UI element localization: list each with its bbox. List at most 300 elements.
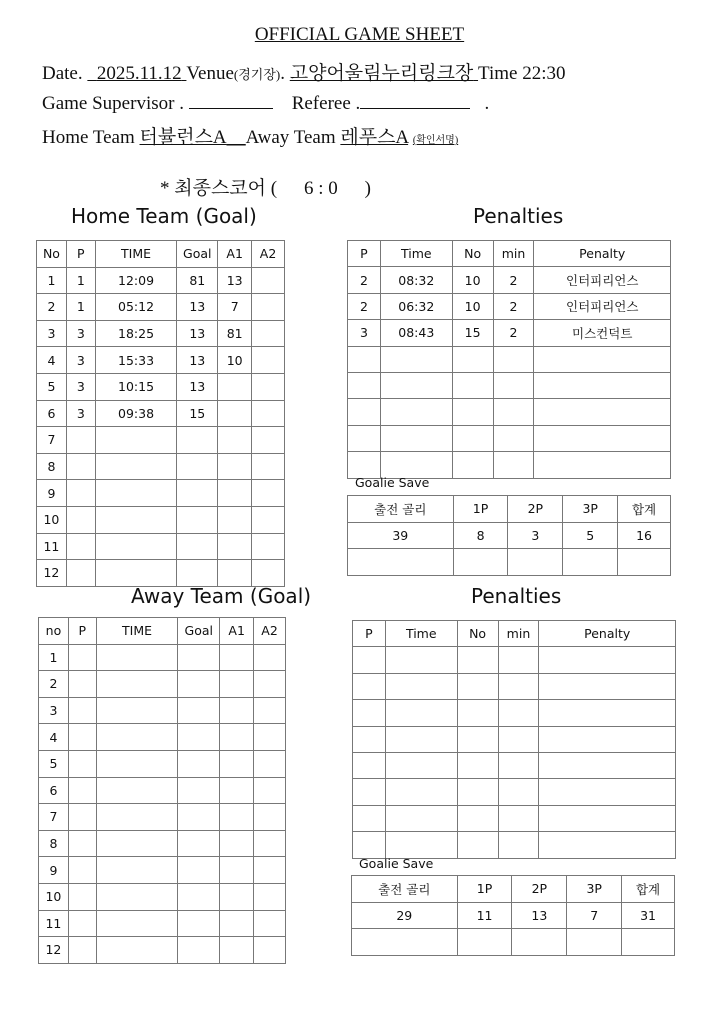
table-cell[interactable]: 10 [218,347,252,374]
table-cell[interactable] [353,805,386,831]
table-cell[interactable] [457,805,498,831]
table-cell[interactable]: 4 [39,724,69,751]
table-cell[interactable]: 9 [39,857,69,884]
venue-sub-label: (경기장) [233,67,281,82]
table-cell[interactable]: 05:12 [95,294,177,321]
table-cell[interactable] [539,752,676,778]
table-row [353,805,676,831]
table-cell[interactable] [218,506,252,533]
table-cell[interactable] [539,805,676,831]
column-header: P [68,618,96,645]
table-cell[interactable]: 2 [493,320,534,346]
table-cell[interactable]: 11 [457,902,512,929]
table-cell[interactable]: 12 [37,560,67,587]
home-team-value: 터뷸런스A__ [139,127,246,148]
table-cell[interactable] [177,453,218,480]
table-cell[interactable] [498,726,539,752]
table-cell[interactable] [177,480,218,507]
table-cell[interactable]: 08:43 [380,320,452,346]
table-cell[interactable] [254,750,286,777]
table-cell[interactable] [563,549,618,576]
table-row [353,726,676,752]
table-cell[interactable] [493,346,534,372]
table-cell[interactable] [254,910,286,937]
table-cell[interactable] [96,883,178,910]
table-cell[interactable] [498,805,539,831]
table-cell[interactable]: 2 [39,671,69,698]
table-cell[interactable] [252,560,285,587]
table-cell[interactable] [254,671,286,698]
table-cell[interactable] [218,373,252,400]
home-team-label: Home Team [42,127,135,148]
table-cell[interactable] [622,929,675,956]
table-cell[interactable] [252,347,285,374]
table-cell[interactable]: 13 [177,373,218,400]
table-cell[interactable] [178,697,220,724]
table-cell[interactable] [453,549,508,576]
table-cell[interactable] [353,726,386,752]
table-cell[interactable] [66,453,95,480]
table-cell[interactable] [95,453,177,480]
table-cell[interactable] [96,697,178,724]
table-cell[interactable] [178,671,220,698]
table-cell[interactable] [96,644,178,671]
table-cell[interactable] [218,560,252,587]
table-cell[interactable] [178,644,220,671]
table-cell[interactable]: 8 [37,453,67,480]
table-cell[interactable]: 13 [177,347,218,374]
table-cell[interactable] [68,830,96,857]
table-cell[interactable] [178,750,220,777]
table-cell[interactable] [498,647,539,673]
column-header: Penalty [539,621,676,647]
table-cell[interactable] [254,644,286,671]
table-cell[interactable] [220,750,254,777]
table-cell[interactable] [385,805,457,831]
table-cell[interactable] [96,750,178,777]
table-cell[interactable] [353,779,386,805]
table-cell[interactable] [178,777,220,804]
table-cell[interactable] [508,549,563,576]
table-cell[interactable] [254,883,286,910]
table-cell[interactable] [218,400,252,427]
header-row [348,496,671,523]
table-cell[interactable] [457,726,498,752]
table-cell[interactable] [498,832,539,858]
column-header: No [452,241,493,267]
column-header: TIME [96,618,178,645]
table-cell[interactable] [539,779,676,805]
table-cell[interactable] [353,700,386,726]
table-cell[interactable]: 2 [493,293,534,319]
table-cell[interactable] [96,777,178,804]
table-cell[interactable]: 5 [39,750,69,777]
table-cell[interactable] [254,937,286,964]
table-cell[interactable]: 13 [177,320,218,347]
table-cell[interactable]: 4 [37,347,67,374]
table-cell[interactable] [95,533,177,560]
table-cell[interactable] [177,427,218,454]
supervisor-label: Game Supervisor . [42,93,184,114]
table-cell[interactable] [66,533,95,560]
header-row [37,241,285,268]
table-cell[interactable] [452,346,493,372]
table-cell[interactable] [385,832,457,858]
table-cell[interactable] [68,804,96,831]
table-row [353,832,676,858]
header-row [353,621,676,647]
table-row [37,480,285,507]
away-penalties-table [352,620,676,859]
table-cell[interactable] [96,910,178,937]
table-row [39,804,286,831]
table-cell[interactable] [68,777,96,804]
table-cell[interactable] [353,752,386,778]
table-cell[interactable] [493,399,534,425]
table-cell[interactable] [457,779,498,805]
table-cell[interactable] [178,910,220,937]
table-cell[interactable] [66,506,95,533]
table-cell[interactable] [252,400,285,427]
table-cell[interactable] [220,777,254,804]
table-cell[interactable] [220,857,254,884]
table-cell[interactable]: 13 [218,267,252,294]
table-cell[interactable] [534,346,671,372]
table-cell[interactable] [96,724,178,751]
table-cell[interactable] [457,752,498,778]
table-cell[interactable] [254,830,286,857]
table-cell[interactable] [457,647,498,673]
table-cell[interactable] [498,752,539,778]
table-cell[interactable] [177,560,218,587]
table-cell[interactable] [498,779,539,805]
table-cell[interactable] [457,832,498,858]
table-cell[interactable] [252,267,285,294]
table-row [348,522,671,549]
table-cell[interactable]: 29 [352,902,458,929]
table-cell[interactable]: 6 [39,777,69,804]
table-cell[interactable] [254,804,286,831]
sheet-title: OFFICIAL GAME SHEET [254,24,465,45]
table-cell[interactable]: 7 [39,804,69,831]
table-cell[interactable] [68,750,96,777]
table-cell[interactable] [452,425,493,451]
table-cell[interactable] [493,425,534,451]
table-cell[interactable]: 7 [218,294,252,321]
column-header: A2 [254,618,286,645]
table-cell[interactable] [220,883,254,910]
home-goalie-table [347,495,671,576]
table-cell[interactable] [252,373,285,400]
table-cell[interactable] [457,700,498,726]
table-cell[interactable] [452,372,493,398]
table-cell[interactable] [252,427,285,454]
table-cell[interactable]: 15 [452,320,493,346]
table-row [39,671,286,698]
table-cell[interactable] [178,883,220,910]
table-cell[interactable]: 1 [66,267,95,294]
table-row [37,453,285,480]
table-cell[interactable] [539,673,676,699]
table-cell[interactable]: 39 [348,522,454,549]
table-cell[interactable] [254,857,286,884]
table-cell[interactable] [567,929,622,956]
table-cell[interactable]: 15 [177,400,218,427]
table-cell[interactable] [380,399,452,425]
table-cell[interactable] [177,506,218,533]
table-cell[interactable]: 1 [39,644,69,671]
table-cell[interactable]: 6 [37,400,67,427]
table-cell[interactable]: 15:33 [95,347,177,374]
table-cell[interactable] [220,830,254,857]
table-cell[interactable] [68,644,96,671]
table-cell[interactable] [220,697,254,724]
table-cell[interactable]: 5 [563,522,618,549]
table-cell[interactable]: 10 [452,267,493,293]
table-row [352,929,675,956]
table-cell[interactable] [618,549,671,576]
table-cell[interactable] [218,427,252,454]
table-cell[interactable]: 13 [512,902,567,929]
table-cell[interactable]: 12 [39,937,69,964]
table-row [39,910,286,937]
table-cell[interactable]: 09:38 [95,400,177,427]
table-cell[interactable] [385,779,457,805]
table-row [37,506,285,533]
table-cell[interactable] [352,929,458,956]
table-cell[interactable] [95,506,177,533]
table-cell[interactable]: 3 [508,522,563,549]
table-cell[interactable] [220,671,254,698]
table-cell[interactable] [385,752,457,778]
table-cell[interactable]: 11 [39,910,69,937]
table-cell[interactable] [178,804,220,831]
table-cell[interactable] [254,697,286,724]
table-cell[interactable]: 9 [37,480,67,507]
table-row [353,673,676,699]
table-cell[interactable]: 2 [37,294,67,321]
table-cell[interactable] [252,453,285,480]
table-cell[interactable] [252,533,285,560]
table-cell[interactable]: 08:32 [380,267,452,293]
column-header: TIME [95,241,177,268]
table-cell[interactable] [96,671,178,698]
table-cell[interactable] [68,937,96,964]
table-cell[interactable] [539,647,676,673]
table-cell[interactable] [68,857,96,884]
table-cell[interactable] [539,832,676,858]
table-cell[interactable] [380,425,452,451]
table-cell[interactable]: 3 [348,320,381,346]
column-header: no [39,618,69,645]
referee-label: Referee . [291,93,361,114]
table-cell[interactable] [254,724,286,751]
column-header: min [493,241,534,267]
table-cell[interactable] [68,671,96,698]
table-cell[interactable] [380,346,452,372]
table-cell[interactable] [534,425,671,451]
table-cell[interactable] [220,910,254,937]
table-cell[interactable] [493,372,534,398]
final-score [160,173,371,200]
table-cell[interactable]: 3 [66,400,95,427]
table-cell[interactable] [252,320,285,347]
table-cell[interactable] [512,929,567,956]
table-cell[interactable]: 7 [567,902,622,929]
date-venue-line [42,58,566,85]
table-cell[interactable]: 10 [37,506,67,533]
table-cell[interactable] [252,480,285,507]
table-cell[interactable]: 10 [39,883,69,910]
table-cell[interactable] [178,857,220,884]
table-cell[interactable]: 3 [66,373,95,400]
table-cell[interactable] [95,480,177,507]
table-cell[interactable]: 1 [37,267,67,294]
table-cell[interactable]: 11 [37,533,67,560]
table-cell[interactable] [218,453,252,480]
column-header: 1P [453,496,508,523]
table-cell[interactable] [348,346,381,372]
column-header: 합계 [622,876,675,903]
table-cell[interactable]: 12:09 [95,267,177,294]
table-cell[interactable]: 3 [66,320,95,347]
table-cell[interactable] [177,533,218,560]
table-cell[interactable]: 3 [39,697,69,724]
table-cell[interactable]: 8 [453,522,508,549]
referee-field[interactable] [360,90,470,109]
table-cell[interactable]: 2 [493,267,534,293]
table-cell[interactable] [220,644,254,671]
table-cell[interactable] [539,700,676,726]
away-goalie-table [351,875,675,956]
table-cell[interactable] [96,857,178,884]
table-cell[interactable] [353,673,386,699]
table-cell[interactable]: 7 [37,427,67,454]
table-cell[interactable]: 3 [66,347,95,374]
home-goalie-label: Goalie Save [355,475,430,490]
table-cell[interactable] [493,452,534,478]
table-cell[interactable]: 10:15 [95,373,177,400]
column-header: 출전 골리 [348,496,454,523]
table-cell[interactable] [498,673,539,699]
table-cell[interactable]: 1 [66,294,95,321]
table-cell[interactable] [95,560,177,587]
table-cell[interactable] [534,372,671,398]
home-penalties-heading: Penalties [473,204,564,228]
table-cell[interactable] [348,549,454,576]
table-cell[interactable] [66,427,95,454]
table-row [39,857,286,884]
end-dot: . [484,93,490,114]
table-cell[interactable] [457,929,512,956]
table-cell[interactable] [452,452,493,478]
table-cell[interactable] [380,372,452,398]
table-cell[interactable] [534,399,671,425]
table-row [353,647,676,673]
header-row [348,241,671,267]
table-row [353,700,676,726]
table-cell[interactable] [452,399,493,425]
table-cell[interactable] [252,506,285,533]
table-cell[interactable]: 2 [348,293,381,319]
table-cell[interactable]: 31 [622,902,675,929]
table-row [39,644,286,671]
table-cell[interactable]: 미스컨덕트 [534,320,671,346]
table-cell[interactable] [66,560,95,587]
table-cell[interactable] [348,399,381,425]
table-cell[interactable]: 3 [37,320,67,347]
table-cell[interactable] [178,724,220,751]
table-cell[interactable] [348,372,381,398]
table-cell[interactable] [218,533,252,560]
table-cell[interactable] [96,804,178,831]
date-value: 2025.11.12 [96,63,182,84]
column-header: Goal [177,241,218,268]
table-cell[interactable]: 81 [177,267,218,294]
table-cell[interactable] [220,724,254,751]
final-score-close: ) [364,178,371,199]
table-cell[interactable]: 13 [177,294,218,321]
table-cell[interactable] [385,647,457,673]
table-cell[interactable] [539,726,676,752]
supervisor-field[interactable] [189,90,273,109]
table-cell[interactable] [96,830,178,857]
table-cell[interactable] [457,673,498,699]
table-cell[interactable]: 18:25 [95,320,177,347]
table-row [348,549,671,576]
table-cell[interactable] [220,937,254,964]
table-cell[interactable] [178,937,220,964]
column-header: 1P [457,876,512,903]
table-cell[interactable]: 인터피리언스 [534,267,671,293]
table-cell[interactable]: 8 [39,830,69,857]
table-cell[interactable] [353,832,386,858]
table-cell[interactable]: 81 [218,320,252,347]
table-cell[interactable] [385,673,457,699]
table-cell[interactable] [385,700,457,726]
table-cell[interactable] [353,647,386,673]
table-cell[interactable]: 10 [452,293,493,319]
time-label: Time [478,63,518,84]
table-cell[interactable] [348,425,381,451]
table-cell[interactable] [534,452,671,478]
table-cell[interactable] [96,937,178,964]
table-cell[interactable] [95,427,177,454]
table-row [348,372,671,398]
table-cell[interactable] [178,830,220,857]
table-cell[interactable]: 인터피리언스 [534,293,671,319]
table-row [37,533,285,560]
table-cell[interactable]: 16 [618,522,671,549]
table-cell[interactable] [68,697,96,724]
table-cell[interactable] [66,480,95,507]
table-cell[interactable] [218,480,252,507]
table-cell[interactable] [385,726,457,752]
table-cell[interactable] [68,883,96,910]
table-cell[interactable]: 06:32 [380,293,452,319]
table-cell[interactable]: 5 [37,373,67,400]
table-cell[interactable] [68,724,96,751]
table-cell[interactable] [254,777,286,804]
venue-value: 고양어울림누리링크장 [289,63,474,84]
table-cell[interactable] [220,804,254,831]
table-row [353,779,676,805]
table-cell[interactable] [252,294,285,321]
sign-note: (확인서명) [412,135,459,146]
table-cell[interactable]: 2 [348,267,381,293]
table-cell[interactable] [68,910,96,937]
table-cell[interactable] [498,700,539,726]
